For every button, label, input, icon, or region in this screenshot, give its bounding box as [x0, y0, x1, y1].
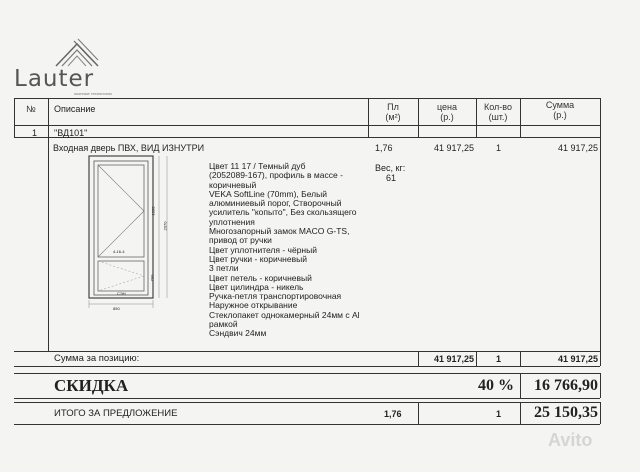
drawing-width-label: 850: [113, 306, 120, 311]
door-drawing: [77, 154, 177, 316]
col-header-qty: Кол-во (шт.): [484, 102, 512, 122]
position-area: 1,76: [375, 143, 393, 153]
logo-roof-icon: [54, 38, 100, 68]
subtotal-price: 41 917,25: [433, 354, 474, 364]
position-code: "ВД101": [54, 128, 88, 138]
description-line: Сэндвич 24мм: [209, 328, 267, 339]
description-line: Цвет цилиндра - никель: [209, 281, 304, 292]
drawing-height-label: 2070: [162, 221, 168, 231]
drawing-panel-label: СЭН: [117, 291, 126, 296]
position-qty: 1: [496, 143, 502, 153]
description-line: Ручка-петля транспортировочная: [209, 291, 342, 302]
discount-amount: 16 766,90: [534, 377, 598, 394]
position-sum: 41 917,25: [557, 143, 598, 153]
col-header-num: №: [26, 104, 36, 114]
col-header-desc: Описание: [54, 104, 96, 114]
description-line: усилитель "копыто", Без скользящего: [209, 207, 357, 218]
description-line: Стеклопакет однокамерный 24мм с Al: [209, 309, 360, 320]
discount-percent: 40 %: [478, 377, 514, 394]
position-price: 41 917,25: [433, 143, 474, 153]
company-logo: [14, 38, 134, 98]
description-line: 3 петли: [209, 263, 239, 274]
total-qty: 1: [496, 409, 502, 419]
logo-wordmark: Lauter: [14, 66, 95, 92]
description-line: уплотнения: [209, 216, 255, 227]
drawing-top-label: 1330: [150, 206, 156, 216]
weight-label: Вес, кг:: [375, 163, 406, 173]
description-line: привод от ручки: [209, 235, 272, 246]
col-header-area: Пл (м²): [385, 102, 401, 122]
col-header-sum: Сумма (р.): [545, 100, 575, 120]
position-number: 1: [32, 128, 38, 138]
position-title: Входная дверь ПВХ, ВИД ИЗНУТРИ: [53, 143, 205, 153]
description-line: Многозапорный замок MACO G-TS,: [209, 226, 350, 237]
discount-label: СКИДКА: [54, 376, 129, 395]
description-line: Цвет 11 17 / Темный дуб: [209, 161, 306, 171]
col-header-price: цена (р.): [436, 102, 458, 122]
description-line: алюминиевый порог, Створочный: [209, 198, 342, 209]
description-line: (2052089-167), профиль в массе -: [209, 170, 343, 181]
description-line: Цвет петель - коричневый: [209, 272, 312, 283]
description-line: Цвет ручки - коричневый: [209, 253, 307, 264]
description-line: Наружное открывание: [209, 300, 298, 311]
total-label: ИТОГО ЗА ПРЕДЛОЖЕНИЕ: [54, 408, 178, 419]
drawing-glass-label: 4-16-4: [113, 249, 125, 254]
description-line: коричневый: [209, 179, 257, 190]
subtotal-qty: 1: [496, 354, 502, 364]
position-description: [209, 162, 369, 339]
weight-value: 61: [386, 173, 397, 183]
total-sum: 25 150,35: [534, 404, 598, 421]
description-line: Цвет уплотнителя - чёрный: [209, 244, 317, 255]
description-line: VEKA SoftLine (70mm), Белый: [209, 188, 327, 199]
subtotal-label: Сумма за позицию:: [54, 353, 140, 364]
drawing-bottom-label: 700: [149, 274, 155, 282]
watermark: Avito: [548, 430, 593, 450]
description-line: рамкой: [209, 319, 238, 330]
total-area: 1,76: [384, 409, 402, 419]
logo-tagline: оконные технологии: [74, 91, 112, 96]
subtotal-sum: 41 917,25: [557, 354, 598, 364]
